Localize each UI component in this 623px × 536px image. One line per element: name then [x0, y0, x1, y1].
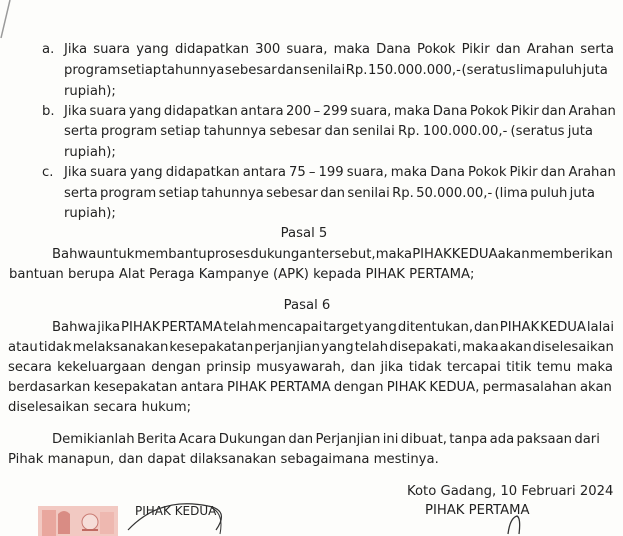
word: antara: [180, 380, 224, 395]
item-b-line-3: rupiah);: [64, 145, 116, 160]
word: yang: [321, 340, 354, 355]
item-a-marker: a.: [42, 42, 55, 57]
word: ada: [489, 432, 515, 447]
word: Pikir: [510, 104, 539, 119]
word: dengan: [333, 380, 384, 395]
word: serta: [64, 124, 98, 139]
word: jika: [380, 360, 404, 375]
word: juta: [582, 63, 608, 78]
word: tanpa: [449, 432, 488, 447]
word: program: [100, 124, 158, 139]
scan-corner-mark: [0, 0, 14, 40]
word: 200: [286, 104, 312, 119]
word: puluh: [530, 186, 568, 201]
word: dan: [320, 186, 346, 201]
word: yang: [130, 165, 163, 180]
word: ini: [382, 432, 399, 447]
word: proses: [206, 247, 251, 262]
word: 199: [318, 165, 344, 180]
word: Dana: [376, 42, 411, 57]
word: sebesar: [269, 124, 322, 139]
word: Dukungan: [218, 432, 287, 447]
word: dari: [574, 432, 600, 447]
word: Pokok: [469, 104, 509, 119]
word: kekeluargaan: [57, 360, 146, 375]
word: 299: [322, 104, 348, 119]
signature-swirl: [120, 500, 240, 536]
word: telah: [354, 340, 389, 355]
word: kesepakatan: [169, 340, 254, 355]
word: dukungan: [250, 247, 316, 262]
pasal-6-line-3: [8, 360, 613, 376]
word: juta: [569, 186, 595, 201]
pasal-6-heading: Pasal 6: [283, 298, 331, 313]
word: Arahan: [568, 104, 616, 119]
word: suara,: [286, 42, 328, 57]
place-date: Koto Gadang, 10 Februari 2024: [407, 484, 614, 499]
word: paksaan: [516, 432, 573, 447]
word: senilai: [352, 124, 395, 139]
word: didapatkan: [174, 42, 249, 57]
materai-stamp: [38, 500, 118, 536]
pasal-6-line-1: [52, 320, 614, 336]
party-second-label: PIHAK KEDUA: [135, 504, 217, 518]
word: Arahan: [526, 42, 575, 57]
word: PERTAMA: [161, 320, 223, 335]
word: dan: [541, 104, 567, 119]
word: Pikir: [461, 42, 490, 57]
word: maka: [462, 340, 499, 355]
word: melaksanakan: [72, 340, 169, 355]
word: tersebut,: [315, 247, 376, 262]
word: (seratus: [510, 124, 565, 139]
word: PERTAMA: [269, 380, 331, 395]
word: temu: [536, 360, 572, 375]
word: maka: [393, 104, 431, 119]
word: lalai: [586, 320, 614, 335]
word: secara: [8, 360, 52, 375]
word: yang: [364, 320, 397, 335]
word: titik: [506, 360, 532, 375]
word: suara: [93, 42, 131, 57]
word: sebesar: [266, 186, 318, 201]
word: untuk: [96, 247, 135, 262]
word: tidak: [38, 340, 72, 355]
word: maka: [390, 165, 428, 180]
word: Acara: [178, 432, 217, 447]
pasal-5-line-1: [52, 247, 613, 263]
word: (lima: [494, 186, 528, 201]
word: Jika: [64, 165, 88, 180]
word: Perjanjian: [315, 432, 381, 447]
word: serta: [64, 186, 98, 201]
pasal-5-line-2: bantuan berupa Alat Peraga Kampanye (APK) kepada PIHAK PERTAMA;: [9, 267, 475, 282]
word: membantu: [134, 247, 207, 262]
word: KEDUA: [451, 247, 498, 262]
word: maka: [333, 42, 371, 57]
word: antara: [240, 104, 284, 119]
word: dengan: [151, 360, 201, 375]
item-b-line-1: [64, 104, 616, 120]
word: yang: [128, 104, 162, 119]
word: musyawarah,: [256, 360, 346, 375]
word: tercapai: [446, 360, 501, 375]
word: Pokok: [417, 42, 456, 57]
closing-line-1: [52, 432, 600, 448]
word: suara,: [350, 104, 392, 119]
word: didapatkan: [165, 165, 240, 180]
word: PIHAK: [499, 320, 540, 335]
signature-stroke: [505, 512, 525, 536]
word: dan: [495, 42, 521, 57]
item-c-line-3: rupiah);: [64, 206, 116, 221]
word: 75: [288, 165, 306, 180]
pasal-5-heading: Pasal 5: [280, 226, 328, 241]
word: 100.000.00,-: [422, 124, 508, 139]
word: dan: [288, 432, 314, 447]
word: didapatkan: [163, 104, 238, 119]
word: suara: [89, 104, 127, 119]
item-c-marker: c.: [42, 165, 54, 180]
word: senilai: [302, 63, 346, 78]
word: yang: [136, 42, 169, 57]
item-c-line-2: [64, 186, 595, 202]
word: tahunnya: [161, 63, 225, 78]
word: Pikir: [509, 165, 538, 180]
word: Jika: [64, 104, 88, 119]
word: kesepakatan: [93, 380, 178, 395]
word: KEDUA,: [429, 380, 480, 395]
word: PIHAK: [121, 320, 161, 335]
word: serta: [580, 42, 614, 57]
word: Jika: [64, 42, 88, 57]
item-a-line-3: rupiah);: [64, 84, 116, 99]
item-c-line-1: [64, 165, 616, 181]
word: lima: [516, 63, 545, 78]
word: 150.000.000,-: [368, 63, 461, 78]
word: Dana: [430, 165, 465, 180]
word: dan: [350, 360, 376, 375]
word: dan: [540, 165, 566, 180]
word: Demikianlah: [52, 432, 135, 447]
word: suara,: [346, 165, 388, 180]
word: tidak: [408, 360, 442, 375]
word: telah: [223, 320, 257, 335]
word: senilai: [347, 186, 390, 201]
pasal-6-line-4: [8, 380, 612, 396]
party-first-label: PIHAK PERTAMA: [425, 503, 530, 518]
pasal-6-line-5: diselesaikan secara hukum;: [8, 400, 192, 415]
word: perjanjian: [254, 340, 320, 355]
word: maka: [375, 247, 413, 262]
word: Bahwa: [52, 247, 97, 262]
word: juta: [567, 124, 593, 139]
word: program: [64, 63, 121, 78]
word: akan: [499, 340, 532, 355]
word: 50.000.00,-: [416, 186, 493, 201]
word: diselesaikan: [532, 340, 614, 355]
word: dan: [277, 63, 303, 78]
word: ditentukan,: [397, 320, 474, 335]
word: Rp.: [392, 186, 414, 201]
word: Bahwa: [52, 320, 97, 335]
word: akan: [579, 380, 612, 395]
item-a-line-1: [64, 42, 614, 58]
word: atau: [8, 340, 38, 355]
word: maka: [576, 360, 613, 375]
word: jika: [97, 320, 121, 335]
word: Arahan: [568, 165, 616, 180]
word: 300: [255, 42, 281, 57]
word: Berita: [136, 432, 177, 447]
word: puluh: [544, 63, 583, 78]
word: Rp.: [398, 124, 420, 139]
word: dibuat,: [400, 432, 447, 447]
word: akan: [497, 247, 530, 262]
word: –: [308, 165, 316, 180]
word: permasalahan: [482, 380, 577, 395]
word: setiap: [160, 124, 201, 139]
word: dan: [474, 320, 499, 335]
word: PIHAK: [412, 247, 452, 262]
word: tahunnya: [203, 124, 267, 139]
word: PIHAK: [386, 380, 427, 395]
word: suara: [90, 165, 127, 180]
word: Rp.: [345, 63, 368, 78]
item-b-marker: b.: [42, 104, 55, 119]
word: prinsip: [206, 360, 251, 375]
word: tahunnya: [201, 186, 264, 201]
word: antara: [242, 165, 286, 180]
word: setiap: [158, 186, 199, 201]
word: program: [99, 186, 157, 201]
word: PIHAK: [227, 380, 267, 395]
pasal-6-line-2: [8, 340, 614, 356]
word: memberikan: [529, 247, 613, 262]
item-a-line-2: [64, 63, 608, 79]
word: Dana: [432, 104, 468, 119]
word: (seratus: [461, 63, 516, 78]
word: dan: [324, 124, 350, 139]
word: disepakati,: [389, 340, 462, 355]
word: –: [313, 104, 321, 119]
word: berdasarkan: [8, 380, 91, 395]
word: sebesar: [224, 63, 277, 78]
word: setiap: [120, 63, 162, 78]
closing-line-2: Pihak manapun, dan dapat dilaksanakan sebagaimana mestinya.: [8, 452, 439, 467]
item-b-line-2: [64, 124, 593, 140]
word: mencapai: [257, 320, 323, 335]
word: target: [323, 320, 364, 335]
word: Pokok: [468, 165, 507, 180]
word: KEDUA: [540, 320, 586, 335]
